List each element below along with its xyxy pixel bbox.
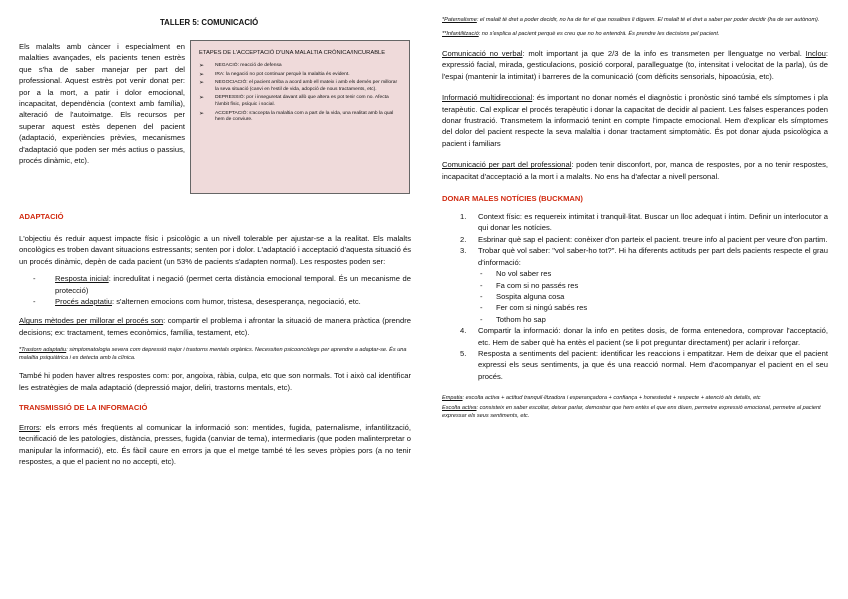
step-item [442,348,828,382]
stages-list [199,63,401,124]
step-text: Trobar què vol saber: "vol saber-ho tot?". Hi ha diferents actituds per part dels pacients respecte el grau d'informació: [478,246,828,267]
stage-label: DEPRESSIÓ [215,95,244,101]
dash-icon: - [480,291,483,301]
step-text: Context físic: es requereix intimitat i tranquil·litat. Buscar un lloc adequat i íntim. Definir un interlocutor a qui donar les notícies. [478,212,828,233]
infantilitzacio-term: **Infantilització [442,31,479,37]
dash-icon: - [33,274,36,284]
substeps-list [478,268,828,325]
arrow-icon: ➢ [199,71,205,78]
non-verbal-text: : molt important ja que 2/3 de la info es transmeten per llenguatge no verbal. [522,49,806,58]
stage-item [199,111,401,124]
errors-term: Errors [19,423,40,433]
response-text: : s'alternen emocions com humor, tristesa, desesperança, negociació, etc. [112,297,361,307]
paternalisme-text: : el malalt té dret a poder decidir, no ha de fer el que nosaltres li diguem. El malalt té el dret a saber per poder decidir (ha de ser autònom). [476,17,820,23]
step-number: 2. [460,234,467,244]
stage-label: ACCEPTACIÓ [215,110,247,116]
professional-term: Comunicació per part del professional [442,160,572,170]
box-title: ETAPES DE L'ACCEPTACIÓ D'UNA MALALTIA CRÒNICA/INCURABLE [199,50,386,56]
non-verbal-paragraph [442,48,828,82]
substep-text: No vol saber res [496,269,552,279]
methods-paragraph [19,315,411,338]
stage-item [199,72,401,79]
adaptacio-section [19,212,411,468]
arrow-icon: ➢ [199,63,205,69]
step-number: 5. [460,348,467,358]
buckman-heading: DONAR MALES NOTÍCIES (BUCKMAN) [442,194,583,204]
arrow-icon: ➢ [199,110,205,117]
substep-item [478,302,828,313]
responses-list [19,273,411,307]
response-item [19,296,411,307]
response-item [19,273,411,296]
methods-text: : compartir el problema i afrontar la situació de manera pràctica (prendre decisions; ex: tractament, temes econòmics, família, testament, etc). [19,316,411,337]
dash-icon: - [480,314,483,324]
paternalisme-paragraph [442,16,828,24]
step-number: 4. [460,326,467,336]
dash-icon: - [480,280,483,290]
arrow-icon: ➢ [199,95,205,102]
stage-text: : la negació no pot continuar perquè la malaltia és evident. [223,71,350,77]
stage-text: : reacció de defensa [237,63,282,68]
step-text: Compartir la informació: donar la info en petites dosis, de forma entenedora, comprovar l'acceptació, etc. Hem de saber què ha entès el pacient (se li pot preguntar directament) per aclarir i reforçar. [478,326,828,347]
dash-icon: - [480,303,483,313]
active-listening-paragraph [442,404,828,420]
non-verbal-term: Comunicació no verbal [442,49,523,58]
stage-label: NEGACIÓ [215,63,238,68]
right-column [442,16,828,420]
substep-text: Fer com si ningú sabés res [496,303,588,313]
step-item [442,234,828,245]
page-title: TALLER 5: COMUNICACIÓ [160,18,259,27]
buckman-steps [442,211,828,382]
step-text: Resposta a sentiments del pacient: identificar les reaccions i empatitzar. Hem de deixar que el pacient expressi els seus sentiments, ja que és una reacció normal. Hem d'acompanyar el pacient en el seu procés. [478,348,828,381]
other-responses-paragraph: També hi poden haver altres respostes com: por, angoixa, ràbia, culpa, etc que son normals. Tot i això cal identificar les estratègies de mala adaptació (depressió major, deliri, trastorns mentals, etc). [19,371,411,392]
substep-text: Fa com si no passés res [496,280,579,290]
infantilitzacio-text: : no s'explica al pacient perquè es creu que no ho entendrà. És prendre les decisions pel pacient. [478,31,720,37]
substep-item [478,268,828,279]
step-number: 3. [460,246,467,256]
stage-text: : por i inseguretat davant allò que altera es pot tenir com no. Afecta l'àmbit físic, psíquic i social. [215,95,389,107]
substep-text: Sospita alguna cosa [496,291,565,301]
step-item [442,211,828,234]
note-term: *Trastorn adaptatiu [19,347,67,354]
empathy-paragraph [442,394,828,402]
substep-item [478,291,828,302]
includes-term: Inclou [805,49,826,58]
stage-label: IRA [215,71,224,77]
stage-label: NEGOCIACIÓ [215,80,247,86]
empathy-text: : escolta activa + actitud tranquil·litzadora i esperançadora + confiança + honestedat + respecte + atenció als detalls, etc [462,395,761,402]
dash-icon: - [33,297,36,307]
empathy-term: Empatia [442,395,463,402]
multidirectional-paragraph [442,92,828,149]
includes-text: : expressió facial, mirada, gesticulacions, posició corporal, paralleguatge (to, intensitat i velocitat de la parla), ús de l'espai (mantenir la intimitat) i barreres de la comunicació (com dèficits sensorials, hipoacúsia, etc). [442,49,829,81]
substep-text: Tothom ho sap [496,314,546,324]
adaptacio-heading: ADAPTACIÓ [19,212,64,221]
dash-icon: - [480,269,483,279]
step-item [442,245,828,325]
active-listening-text: : consisteix en saber escoltar, deixar parlar, demostrar que hem entès el que ens diuen, permetre expressió emocional, permetre al pacient expressar els seus sentiments, etc. [442,405,821,420]
errors-text: : els errors més freqüents al comunicar la informació son: mentides, fugida, paternalisme, infantilització, tecnificació de les patologies, distància, presses, fugida (canviar de tema), intermediaris (que poden malinterpretar o manipular la informació), etc. És fàcil caure en errors ja que el metge també té les seves pròpies pors (a no tenir respostes, a que el pacient no no accepti, etc). [19,423,411,467]
paternalisme-term: *Paternalisme [442,17,477,23]
multidirectional-term: Informació multidireccional [442,93,533,103]
transmissio-heading: TRANSMISSIÓ DE LA INFORMACIÓ [19,403,148,413]
response-term: Procés adaptatiu [55,297,112,307]
errors-paragraph [19,422,411,468]
response-term: Resposta inicial [55,274,109,284]
step-item [442,325,828,348]
stage-item [199,95,401,108]
professional-paragraph [442,159,828,182]
arrow-icon: ➢ [199,80,205,87]
infantilitzacio-paragraph [442,30,828,38]
adaptacio-paragraph: L'objectiu és reduir aquest impacte físic i psicològic a un nivell tolerable per ajustar-se a la realitat. Els malalts oncològics es troben davant situacions estressants; senten por i dolor. L'adaptació i acceptació d'aquesta situació és un procés dinàmic, depèn de cada pacient (un 53% de pacients s'adapten normal). Les respostes poden ser: [19,234,411,266]
stage-text: : s'accepta la malaltia com a part de la vida, una realitat amb la qual hem de conviure. [215,110,394,123]
acceptance-stages-box [190,40,410,194]
stage-item [199,63,401,70]
step-text: Esbrinar què sap el pacient: conèixer d'on parteix el pacient. treure info al pacient per veure d'on partim. [478,234,828,244]
professional-text: : poden tenir disconfort, por, manca de respostes, por a no tenir respostes, incapacitat d'acceptació a la mort i a malalts. No ens ha d'afectar a nivell personal. [442,160,828,181]
note-text: : simptomatologia severa com depressió major i trastorns mentals orgànics. Necessiten psicooncòlegs per aprendre a adaptar-se. És una malaltia psiquiàtrica i es detecta amb la clínica. [19,347,407,362]
multidirectional-text: : és important no donar només el diagnòstic i pronòstic sinó també els símptomes i pla terapèutic. Cal explicar el procés terapèutic i donar la capacitat de decidir al pacient. Les falses esperances poden donar frustració. Transmetem la informació tenint en compte l'impacte emocional. Hem d'explicar els símptomes del dolor del pacient respecte la seva malaltia i donar tractament simptomàtic. És pot donar ajuda psicològica a pacient i familiars [442,93,828,148]
intro-paragraph: Els malalts amb càncer i especialment en malalties avançades, els pacients tenen estrès que s'ha de saber manejar per part del professional. Aquest estrès pot venir donat per: por a la mort, a patir i dolor emocional, incapacitat, dependència (context amb família), alteració de l'autoimatge. Els recursos per superar aquest estès depenen del pacient (adaptació, experiències prèvies, mecanismes d'adaptació que poden ser més actius o passius, procés dinàmic, etc). [19,42,185,166]
methods-term: Alguns mètodes per millorar el procés son [19,316,164,326]
response-text: : incredulitat i negació (permet certa distància emocional temporal. És un mecanisme de protecció) [55,274,411,295]
stage-item [199,80,401,93]
note-paragraph [19,346,411,362]
substep-item [478,314,828,325]
step-number: 1. [460,212,467,222]
stage-text: : el pacient arriba a acord amb ell mateix i amb els demés per millorar la seva situació (canvi en l'estil de vida, adopció de nous tractaments, etc). [215,80,398,92]
active-listening-term: Escolta activa [442,405,477,412]
substep-item [478,280,828,291]
